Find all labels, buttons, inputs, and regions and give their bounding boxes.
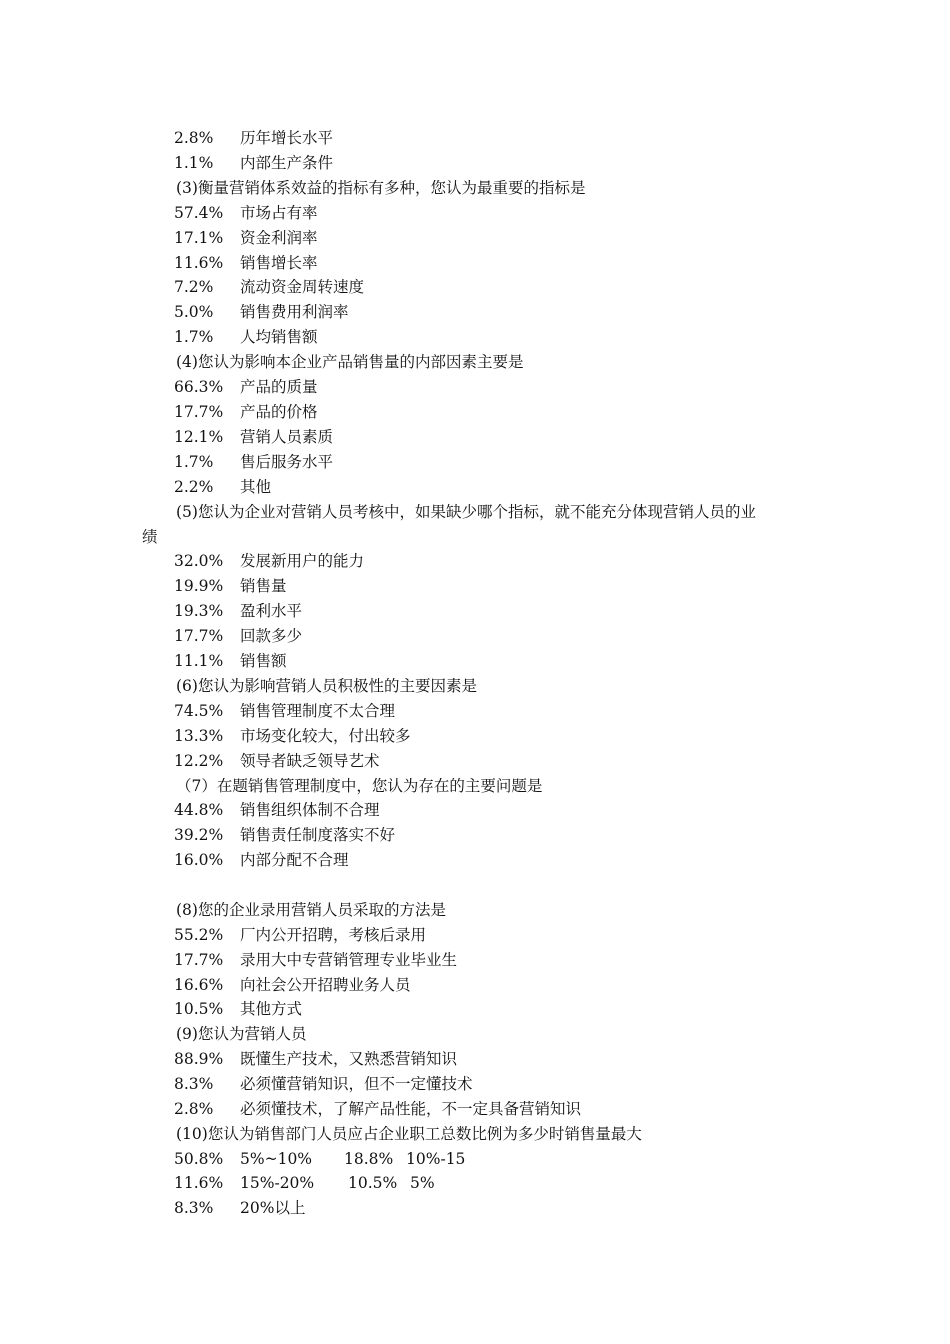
option-line: 5.0% 销售费用利润率 xyxy=(174,303,349,321)
option-line: 10.5% 其他方式 xyxy=(174,1000,303,1018)
option-line: 2.8% 历年增长水平 xyxy=(174,129,334,147)
option-line-double: 11.6% 15%-20% 10.5% 5% xyxy=(174,1174,435,1192)
option-line: 17.7% 回款多少 xyxy=(174,627,303,645)
option-line: 19.3% 盈利水平 xyxy=(174,602,303,620)
option-line: 16.6% 向社会公开招聘业务人员 xyxy=(174,976,411,994)
option-line: 32.0% 发展新用户的能力 xyxy=(174,552,365,570)
option-line: 7.2% 流动资金周转速度 xyxy=(174,278,365,296)
option-line: 17.1% 资金利润率 xyxy=(174,229,318,247)
question-5: (5)您认为企业对营销人员考核中，如果缺少哪个指标，就不能充分体现营销人员的业 xyxy=(176,503,756,521)
option-line: 44.8% 销售组织体制不合理 xyxy=(174,801,380,819)
option-line: 39.2% 销售责任制度落实不好 xyxy=(174,826,396,844)
question-10: (10)您认为销售部门人员应占企业职工总数比例为多少时销售量最大 xyxy=(176,1125,642,1143)
option-line: 55.2% 厂内公开招聘，考核后录用 xyxy=(174,926,427,944)
option-line: 1.7% 人均销售额 xyxy=(174,328,318,346)
question-6: (6)您认为影响营销人员积极性的主要因素是 xyxy=(176,677,477,695)
option-line: 17.7% 录用大中专营销管理专业毕业生 xyxy=(174,951,458,969)
question-9: (9)您认为营销人员 xyxy=(176,1025,307,1043)
option-line: 74.5% 销售管理制度不太合理 xyxy=(174,702,396,720)
option-line: 1.7% 售后服务水平 xyxy=(174,453,334,471)
option-line: 13.3% 市场变化较大，付出较多 xyxy=(174,727,411,745)
question-5-continued: 绩 xyxy=(142,528,158,546)
question-4: (4)您认为影响本企业产品销售量的内部因素主要是 xyxy=(176,353,524,371)
question-8: (8)您的企业录用营销人员采取的方法是 xyxy=(176,901,446,919)
option-line: 2.2% 其他 xyxy=(174,478,272,496)
question-3: (3)衡量营销体系效益的指标有多种，您认为最重要的指标是 xyxy=(176,179,586,197)
option-line: 88.9% 既懂生产技术，又熟悉营销知识 xyxy=(174,1050,458,1068)
option-line: 19.9% 销售量 xyxy=(174,577,287,595)
question-7: （7）在题销售管理制度中，您认为存在的主要问题是 xyxy=(176,777,543,795)
option-line: 11.6% 销售增长率 xyxy=(174,254,318,272)
option-line: 16.0% 内部分配不合理 xyxy=(174,851,349,869)
option-line-double: 50.8% 5%~10% 18.8% 10%-15 xyxy=(174,1150,466,1168)
option-line: 8.3% 20%以上 xyxy=(174,1199,306,1217)
option-line: 12.2% 领导者缺乏领导艺术 xyxy=(174,752,380,770)
option-line: 11.1% 销售额 xyxy=(174,652,287,670)
option-line: 2.8% 必须懂技术，了解产品性能，不一定具备营销知识 xyxy=(174,1100,582,1118)
option-line: 17.7% 产品的价格 xyxy=(174,403,318,421)
option-line: 1.1% 内部生产条件 xyxy=(174,154,334,172)
option-line: 66.3% 产品的质量 xyxy=(174,378,318,396)
option-line: 12.1% 营销人员素质 xyxy=(174,428,334,446)
option-line: 8.3% 必须懂营销知识，但不一定懂技术 xyxy=(174,1075,473,1093)
option-line: 57.4% 市场占有率 xyxy=(174,204,318,222)
